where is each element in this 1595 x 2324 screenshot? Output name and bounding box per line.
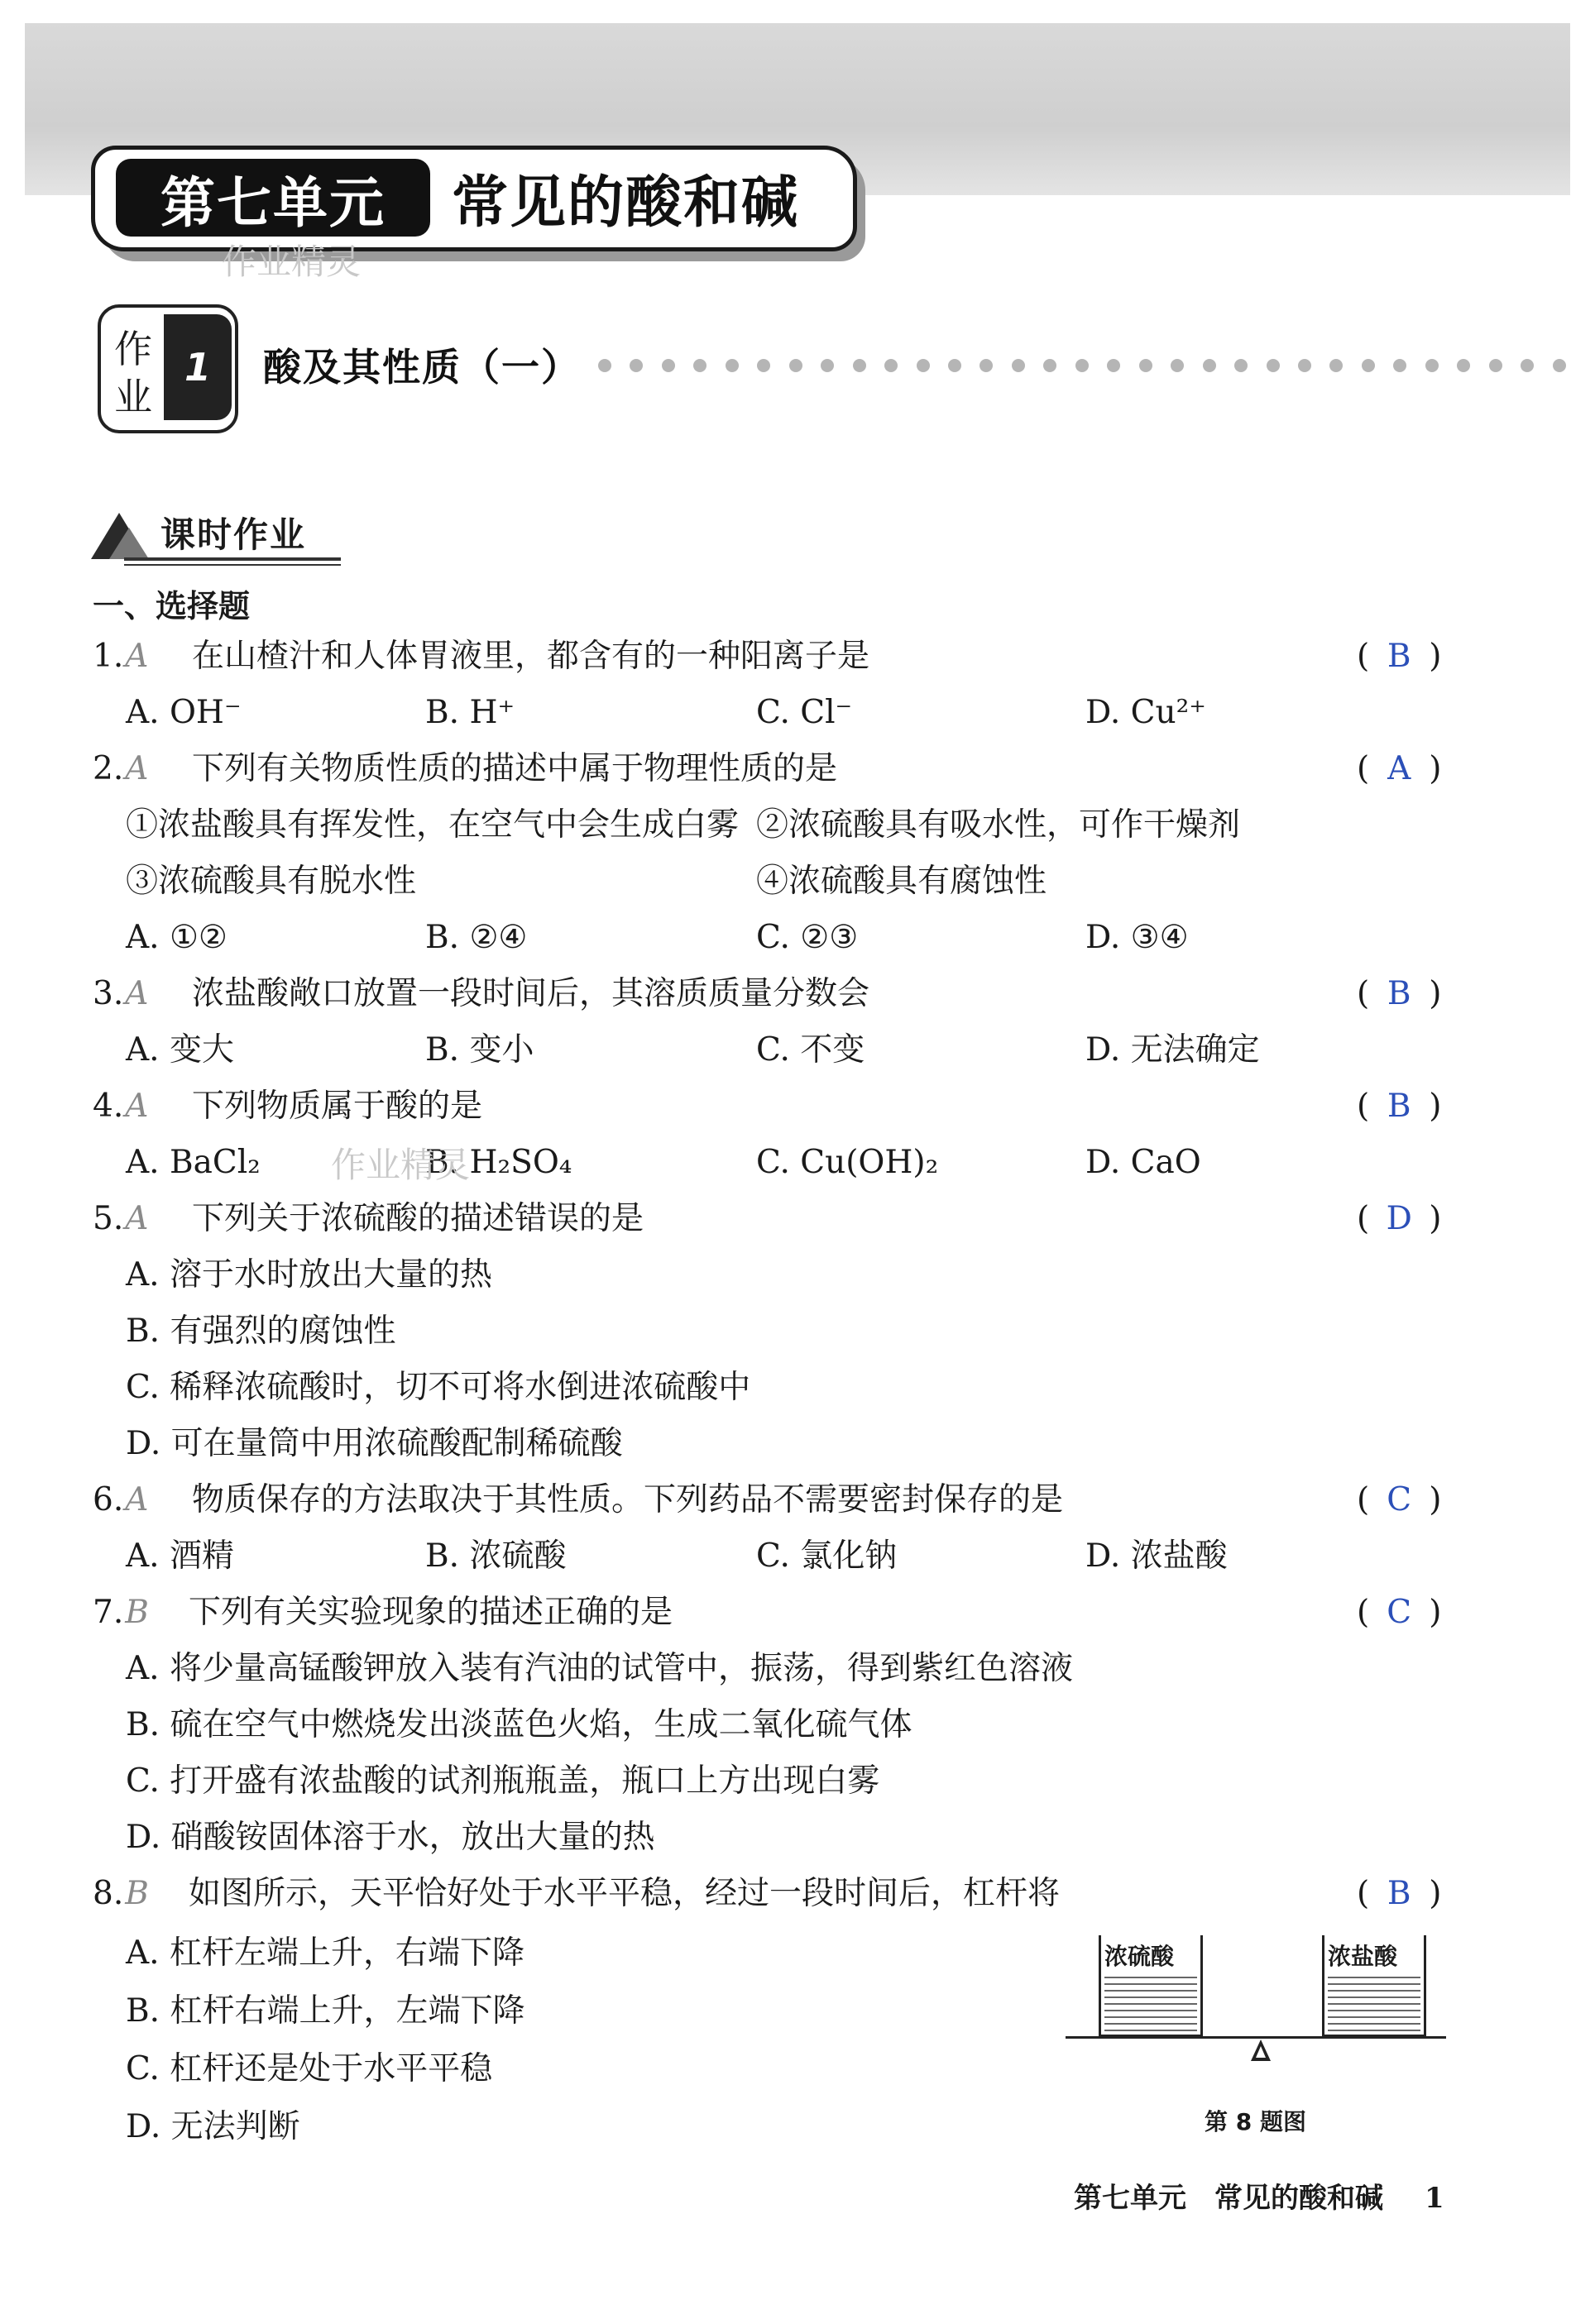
watermark: 作业精灵 — [222, 241, 362, 282]
answer: C — [1387, 1481, 1412, 1518]
dot — [1043, 359, 1056, 372]
dot — [1329, 359, 1343, 372]
answer-bracket: ( D ) — [1357, 1196, 1441, 1242]
question-stem: 浓盐酸敞口放置一段时间后，其溶质质量分数会 — [192, 975, 870, 1012]
difficulty-level: A — [125, 1088, 149, 1125]
homework-badge — [98, 304, 237, 430]
option: B. 杠杆右端上升，左端下降 — [126, 1992, 525, 2030]
dot — [1457, 359, 1470, 372]
dot — [821, 359, 834, 372]
triangle-inner-icon — [109, 528, 149, 559]
answer: C — [1387, 1594, 1412, 1631]
option: A. 杠杆左端上升，右端下降 — [126, 1934, 524, 1972]
question-stem: 下列关于浓硫酸的描述错误的是 — [192, 1200, 644, 1237]
question-number — [93, 971, 148, 1017]
badge-char-1: 作 — [114, 327, 152, 371]
statement: ④浓硫酸具有腐蚀性 — [756, 863, 1047, 900]
q-num: 6. — [93, 1481, 124, 1518]
q-num: 5. — [93, 1200, 124, 1237]
footer-unit: 第七单元 常见的酸和碱 — [1074, 2182, 1383, 2215]
option: B. ②④ — [425, 919, 528, 956]
question-number — [93, 1196, 148, 1242]
dot — [980, 359, 993, 372]
dot — [1234, 359, 1248, 372]
page-footer — [1074, 2175, 1444, 2216]
q-num: 4. — [93, 1088, 124, 1125]
liquid — [1328, 1977, 1420, 2031]
option: A. 变大 — [126, 1031, 234, 1069]
question-type-heading: 一、选择题 — [93, 588, 251, 624]
homework-header — [98, 304, 1570, 437]
option: D. 无法确定 — [1085, 1031, 1260, 1069]
difficulty-level: B — [125, 1594, 149, 1631]
section-heading — [91, 506, 341, 561]
answer-bracket: ( C ) — [1357, 1477, 1441, 1523]
question-number — [93, 1477, 148, 1523]
dot — [917, 359, 930, 372]
answer: A — [1387, 750, 1411, 787]
liquid — [1104, 1977, 1197, 2031]
option: D. CaO — [1085, 1144, 1201, 1181]
q-num: 3. — [93, 975, 124, 1012]
answer: B — [1387, 638, 1411, 675]
dot — [1553, 359, 1566, 372]
option: C. Cu(OH)₂ — [756, 1144, 939, 1181]
option: B. 变小 — [425, 1031, 534, 1069]
difficulty-level: A — [125, 975, 149, 1012]
dot — [948, 359, 961, 372]
option: D. 浓盐酸 — [1085, 1537, 1228, 1575]
difficulty-level: A — [125, 1481, 149, 1518]
answer: D — [1386, 1200, 1412, 1237]
section-label: 课时作业 — [160, 514, 307, 555]
statement: ②浓硫酸具有吸水性，可作干燥剂 — [756, 806, 1241, 844]
option: A. OH⁻ — [126, 694, 242, 731]
dot — [1075, 359, 1089, 372]
fulcrum-inner — [1256, 2046, 1266, 2058]
answer: B — [1387, 1088, 1411, 1125]
page-number: 1 — [1425, 2182, 1444, 2215]
question-number — [93, 1871, 149, 1917]
dot — [630, 359, 643, 372]
option: D. 无法判断 — [126, 2108, 300, 2145]
option: D. Cu²⁺ — [1085, 694, 1206, 731]
dot — [1362, 359, 1375, 372]
dot — [1012, 359, 1025, 372]
dot — [693, 359, 706, 372]
lever-bar — [1066, 2036, 1446, 2039]
question-number — [93, 1083, 148, 1130]
question-stem: 下列有关实验现象的描述正确的是 — [189, 1594, 673, 1631]
q-num: 1. — [93, 638, 124, 675]
q-num: 8. — [93, 1875, 124, 1912]
option: C. 不变 — [756, 1031, 865, 1069]
dot — [1489, 359, 1502, 372]
answer-bracket: ( B ) — [1357, 634, 1441, 680]
option: B. 有强烈的腐蚀性 — [126, 1313, 396, 1350]
difficulty-level: A — [125, 750, 149, 787]
beaker-label: 浓硫酸 — [1104, 1943, 1175, 1970]
unit-title: 常见的酸和碱 — [452, 170, 800, 236]
dot — [726, 359, 739, 372]
question-stem: 如图所示，天平恰好处于水平平稳，经过一段时间后，杠杆将 — [189, 1875, 1061, 1912]
option: C. Cl⁻ — [756, 694, 853, 731]
badge-number: 1 — [164, 314, 232, 420]
dot — [1298, 359, 1311, 372]
question-stem: 下列有关物质性质的描述中属于物理性质的是 — [192, 750, 838, 787]
option: B. 硫在空气中燃烧发出淡蓝色火焰，生成二氧化硫气体 — [126, 1706, 912, 1743]
section-underline — [124, 557, 341, 561]
q-num: 2. — [93, 750, 124, 787]
unit-number: 第七单元 — [116, 159, 430, 237]
difficulty-level: A — [125, 1200, 149, 1237]
option: D. ③④ — [1085, 919, 1189, 956]
option: C. 打开盛有浓盐酸的试剂瓶瓶盖，瓶口上方出现白雾 — [126, 1762, 880, 1800]
answer: B — [1387, 975, 1411, 1012]
option: C. 杠杆还是处于水平平稳 — [126, 2050, 493, 2087]
dot — [1393, 359, 1406, 372]
watermark: 作业精灵 — [331, 1145, 471, 1185]
option: C. 稀释浓硫酸时，切不可将水倒进浓硫酸中 — [126, 1369, 751, 1406]
badge-char-2: 业 — [114, 375, 152, 419]
dot — [1171, 359, 1184, 372]
question-stem: 下列物质属于酸的是 — [192, 1088, 483, 1125]
difficulty-level: B — [125, 1875, 149, 1912]
dot — [1139, 359, 1152, 372]
option: A. 将少量高锰酸钾放入装有汽油的试管中，振荡，得到紫红色溶液 — [126, 1650, 1073, 1687]
option: A. 溶于水时放出大量的热 — [126, 1256, 492, 1294]
option: A. ①② — [126, 919, 228, 956]
balance-figure — [1061, 1924, 1458, 2135]
option: A. 酒精 — [126, 1537, 234, 1575]
option: A. BaCl₂ — [126, 1144, 261, 1181]
q-num: 7. — [93, 1594, 124, 1631]
beaker-right — [1322, 1935, 1426, 2037]
dot — [1267, 359, 1280, 372]
option: D. 可在量筒中用浓硫酸配制稀硫酸 — [126, 1425, 623, 1462]
dot — [789, 359, 802, 372]
beaker-left — [1099, 1935, 1203, 2037]
statement: ①浓盐酸具有挥发性，在空气中会生成白雾 — [126, 806, 740, 844]
homework-title: 酸及其性质（一） — [263, 345, 581, 390]
option: C. ②③ — [756, 919, 859, 956]
dot — [1425, 359, 1439, 372]
dotted-rule — [598, 359, 1566, 377]
unit-banner — [91, 146, 857, 251]
answer-bracket: ( C ) — [1357, 1590, 1441, 1636]
dot — [884, 359, 898, 372]
dot — [662, 359, 675, 372]
figure-caption: 第 8 题图 — [1205, 2108, 1306, 2135]
dot — [598, 359, 611, 372]
dot — [1203, 359, 1216, 372]
answer-bracket: ( B ) — [1357, 1871, 1441, 1917]
beaker-label: 浓盐酸 — [1328, 1943, 1398, 1970]
option: B. H⁺ — [425, 694, 515, 731]
option: C. 氯化钠 — [756, 1537, 898, 1575]
question-stem: 在山楂汁和人体胃液里，都含有的一种阳离子是 — [192, 638, 870, 675]
answer-bracket: ( B ) — [1357, 1083, 1441, 1130]
dot — [1521, 359, 1534, 372]
dot — [757, 359, 770, 372]
difficulty-level: A — [125, 638, 149, 675]
question-number — [93, 634, 148, 680]
dot — [1107, 359, 1120, 372]
answer-bracket: ( A ) — [1357, 746, 1441, 792]
question-number — [93, 1590, 149, 1636]
option: D. 硝酸铵固体溶于水，放出大量的热 — [126, 1819, 655, 1856]
question-number — [93, 746, 148, 792]
answer-bracket: ( B ) — [1357, 971, 1441, 1017]
section-underline-thin — [124, 564, 341, 566]
answer: B — [1387, 1875, 1411, 1912]
statement: ③浓硫酸具有脱水性 — [126, 863, 417, 900]
option: B. 浓硫酸 — [425, 1537, 567, 1575]
dot — [853, 359, 866, 372]
option: B. H₂SO₄ — [425, 1144, 572, 1181]
question-stem: 物质保存的方法取决于其性质。下列药品不需要密封保存的是 — [192, 1481, 1064, 1518]
